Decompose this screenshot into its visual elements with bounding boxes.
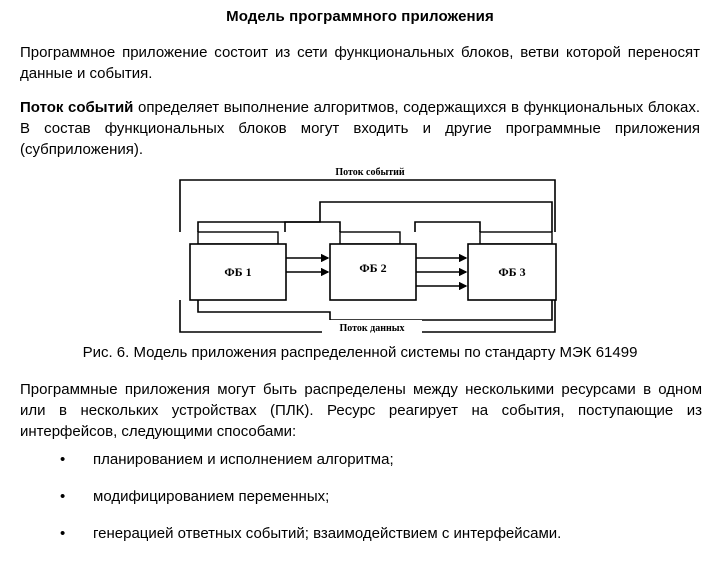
function-block-3: ФБ 3	[498, 265, 526, 279]
bullet-icon: •	[60, 451, 66, 468]
event-flow-label: Поток событий	[335, 167, 405, 178]
reaction-list	[60, 450, 561, 561]
event-flow-description: определяет выполнение алгоритмов, содержащихся в функциональных блоках. В состав функциональных блоков могут входить и другие программные приложения (субприложения).	[20, 99, 700, 158]
list-item: • модифицированием переменных;	[60, 488, 330, 505]
paragraph-intro: Программное приложение состоит из сети функциональных блоков, ветви которой переносят данные и события.	[20, 44, 700, 82]
page-title: Модель программного приложения	[226, 8, 494, 25]
paragraph-event-flow	[20, 97, 700, 160]
function-block-1: ФБ 1	[224, 265, 252, 279]
data-flow-label: Поток данных	[339, 323, 405, 334]
application-model-diagram	[160, 160, 580, 350]
list-item: • планированием и исполнением алгоритма;	[60, 451, 394, 468]
paragraph-distribution: Программные приложения могут быть распределены между несколькими ресурсами в одном или в нескольких устройствах (ПЛК). Ресурс реагирует на события, поступающие из интерфейсов, следующими способами:	[20, 381, 702, 440]
event-flow-term: Поток событий	[20, 99, 134, 116]
bullet-icon: •	[60, 525, 66, 542]
figure-caption: Рис. 6. Модель приложения распределенной системы по стандарту МЭК 61499	[82, 344, 638, 361]
list-item: • генерацией ответных событий; взаимодействием с интерфейсами.	[60, 525, 562, 542]
function-block-2: ФБ 2	[359, 261, 387, 275]
bullet-icon: •	[60, 488, 66, 505]
